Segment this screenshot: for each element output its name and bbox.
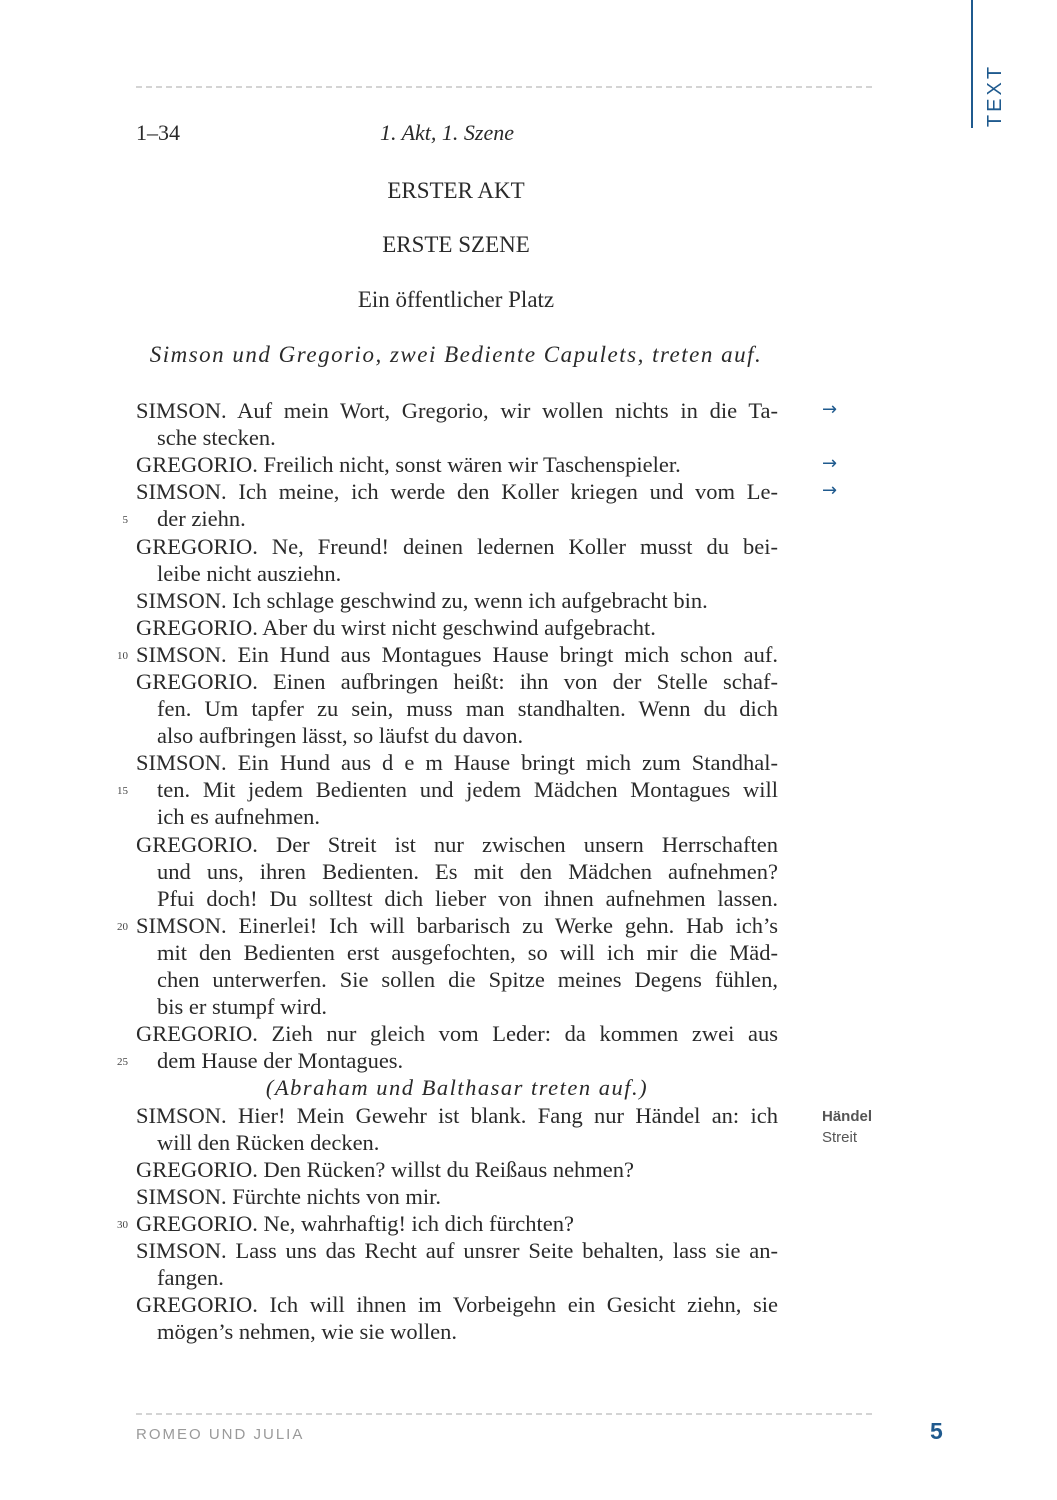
text-line: SIMSON. Ein Hund aus d e m Hause bringt mich zum Standhal-	[136, 750, 778, 775]
gloss-definition: Streit	[822, 1129, 858, 1146]
text-line: GREGORIO. Der Streit ist nur zwischen unsern Herrschaften	[136, 832, 778, 857]
text-line: SIMSON. Ich schlage geschwind zu, wenn ich aufgebracht bin.	[136, 588, 708, 613]
side-tab-rule	[971, 0, 973, 128]
text-line: und uns, ihren Bedienten. Es mit den Mädchen aufnehmen?	[157, 859, 778, 884]
text-line: SIMSON. Ein Hund aus Montagues Hause bringt mich schon auf.	[136, 642, 778, 667]
stage-direction: Simson und Gregorio, zwei Bediente Capulets, treten auf.	[149, 342, 763, 367]
text-line: SIMSON. Hier! Mein Gewehr ist blank. Fang nur Händel an: ich	[136, 1103, 778, 1128]
text-line: chen unterwerfen. Sie sollen die Spitze meines Degens fühlen,	[157, 967, 778, 992]
act-title: ERSTER AKT	[387, 178, 525, 203]
text-line: GREGORIO. Ne, wahrhaftig! ich dich fürchten?	[136, 1211, 574, 1236]
running-scene-header: 1. Akt, 1. Szene	[380, 120, 515, 145]
text-line: der ziehn.	[157, 506, 246, 531]
stage-direction-inline: (Abraham und Balthasar treten auf.)	[265, 1075, 649, 1100]
top-divider	[136, 86, 872, 88]
text-line: GREGORIO. Ne, Freund! deinen ledernen Koller musst du bei-	[136, 534, 778, 559]
scene-title: ERSTE SZENE	[382, 232, 530, 257]
footer-book-title: ROMEO UND JULIA	[136, 1426, 305, 1443]
line-range: 1–34	[136, 120, 180, 145]
line-number: 30	[117, 1219, 128, 1231]
text-line: SIMSON. Auf mein Wort, Gregorio, wir wollen nichts in die Ta-	[136, 398, 778, 423]
text-line: Pfui doch! Du solltest dich lieber von ihnen aufnehmen lassen.	[157, 886, 778, 911]
line-number: 5	[122, 514, 128, 526]
text-line: GREGORIO. Einen aufbringen heißt: ihn von der Stelle schaf-	[136, 669, 778, 694]
text-line: SIMSON. Ich meine, ich werde den Koller kriegen und vom Le-	[136, 479, 778, 504]
text-line: GREGORIO. Zieh nur gleich vom Leder: da kommen zwei aus	[136, 1021, 778, 1046]
page-number: 5	[930, 1418, 943, 1444]
scene-location: Ein öffentlicher Platz	[357, 287, 555, 312]
text-line: dem Hause der Montagues.	[157, 1048, 404, 1073]
text-line: SIMSON. Lass uns das Recht auf unsrer Seite behalten, lass sie an-	[136, 1238, 778, 1263]
text-line: also aufbringen lässt, so läufst du davon.	[157, 723, 524, 748]
side-tab	[974, 60, 1018, 130]
line-number: 10	[117, 650, 128, 662]
line-number: 20	[117, 921, 128, 933]
arrow-right-icon: →	[822, 480, 838, 501]
text-line: mögen’s nehmen, wie sie wollen.	[157, 1319, 457, 1344]
text-line: bis er stumpf wird.	[157, 994, 327, 1019]
text-line: fen. Um tapfer zu sein, muss man standhalten. Wenn du dich	[157, 696, 778, 721]
text-line: sche stecken.	[157, 425, 276, 450]
text-line: SIMSON. Einerlei! Ich will barbarisch zu Werke gehn. Hab ich’s	[136, 913, 778, 938]
text-line: GREGORIO. Ich will ihnen im Vorbeigehn ein Gesicht ziehn, sie	[136, 1292, 778, 1317]
side-tab-label: TEXT	[984, 63, 1007, 127]
text-line: GREGORIO. Den Rücken? willst du Reißaus nehmen?	[136, 1157, 635, 1182]
line-number: 15	[117, 785, 128, 797]
text-line: ich es aufnehmen.	[157, 804, 321, 829]
gloss-term: Händel	[822, 1108, 873, 1125]
text-line: fangen.	[157, 1265, 224, 1290]
arrow-right-icon: →	[822, 453, 838, 474]
text-line: leibe nicht ausziehn.	[157, 561, 342, 586]
line-number: 25	[117, 1056, 128, 1068]
text-line: mit den Bedienten erst ausgefochten, so will ich mir die Mäd-	[157, 940, 778, 965]
text-line: GREGORIO. Aber du wirst nicht geschwind aufgebracht.	[136, 615, 656, 640]
text-line: SIMSON. Fürchte nichts von mir.	[136, 1184, 442, 1209]
text-line: will den Rücken decken.	[157, 1130, 380, 1155]
bottom-divider	[136, 1413, 872, 1415]
text-line: GREGORIO. Freilich nicht, sonst wären wir Taschenspieler.	[136, 452, 681, 477]
arrow-right-icon: →	[822, 399, 838, 420]
text-line: ten. Mit jedem Bedienten und jedem Mädchen Montagues will	[157, 777, 778, 802]
